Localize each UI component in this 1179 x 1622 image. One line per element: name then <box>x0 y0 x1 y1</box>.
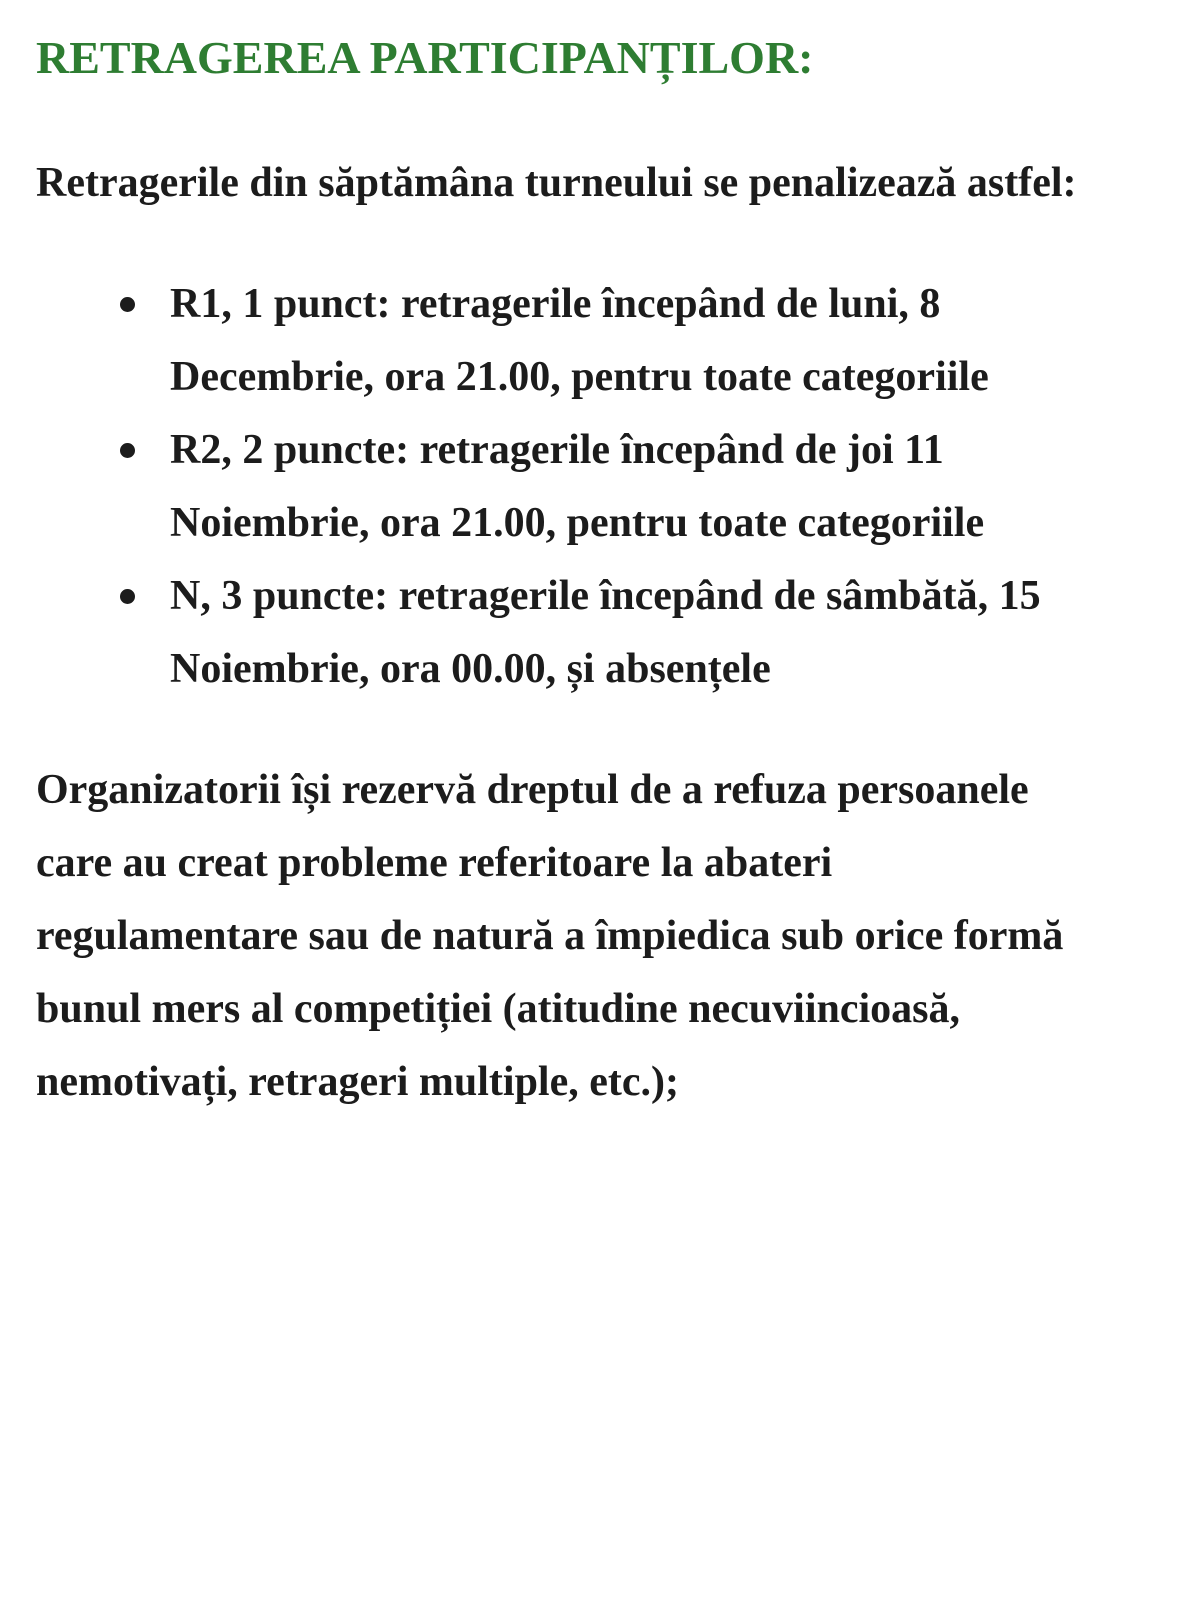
list-item-text: N, 3 puncte: retragerile începând de sâmbătă, 15 Noiembrie, ora 00.00, și absențele <box>170 573 1041 693</box>
list-item-text: R1, 1 punct: retragerile începând de luni, 8 Decembrie, ora 21.00, pentru toate categoriile <box>170 281 989 401</box>
list-item <box>120 560 1083 706</box>
section-heading: RETRAGEREA PARTICIPANȚILOR: <box>36 32 814 83</box>
closing-paragraph: Organizatorii își rezervă dreptul de a refuza persoanele care au creat probleme referitoare la abateri regulamentare sau de natură a împiedica sub orice formă bunul mers al competiției (atitudine necuviincioasă, nemotivați, retrageri multiple, etc.); <box>36 767 1064 1106</box>
intro-paragraph: Retragerile din săptămâna turneului se penalizează astfel: <box>36 160 1077 207</box>
list-item <box>120 414 1083 560</box>
bullet-icon <box>120 443 135 458</box>
penalty-list <box>36 268 1083 706</box>
bullet-icon <box>120 297 135 312</box>
list-item <box>120 268 1083 414</box>
list-item-text: R2, 2 puncte: retragerile începând de joi 11 Noiembrie, ora 21.00, pentru toate categoriile <box>170 427 985 547</box>
bullet-icon <box>120 589 135 604</box>
